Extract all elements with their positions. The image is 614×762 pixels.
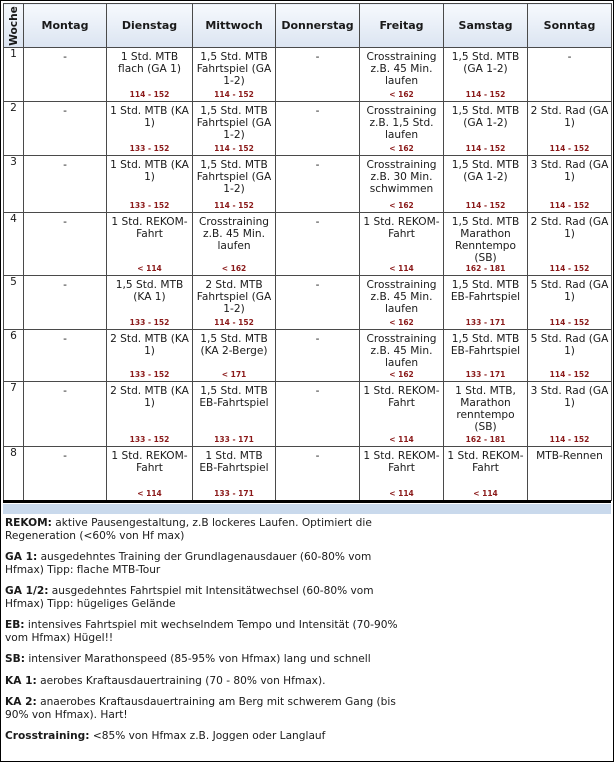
workout-text: 2 Std. MTB (KA 1) — [110, 385, 189, 409]
header-day-sonntag: Sonntag — [528, 4, 612, 48]
workout-text: 1,5 Std. MTB Fahrtspiel (GA 1-2) — [196, 105, 272, 141]
workout-text: 3 Std. Rad (GA 1) — [530, 159, 609, 183]
legend-description: aktive Pausengestaltung, z.B lockeres Laufen. Optimiert die Regeneration (<60% von Hf max) — [5, 517, 372, 542]
training-cell-samstag — [444, 447, 528, 501]
week-number: 8 — [4, 447, 24, 501]
training-cell-samstag — [444, 48, 528, 102]
legend-entry — [5, 551, 405, 576]
week-number: 3 — [4, 156, 24, 213]
heart-rate-range: < 162 — [389, 370, 414, 379]
training-cell-donnerstag — [276, 276, 360, 330]
legend-entry — [5, 619, 405, 644]
heart-rate-range: 133 - 171 — [465, 318, 506, 327]
training-cell-dienstag — [107, 102, 193, 156]
training-cell-freitag — [360, 102, 444, 156]
workout-text: 1 Std. MTB flach (GA 1) — [118, 51, 181, 75]
workout-text: 3 Std. Rad (GA 1) — [530, 385, 609, 409]
training-cell-freitag — [360, 276, 444, 330]
workout-text: - — [315, 333, 320, 345]
training-cell-samstag — [444, 276, 528, 330]
workout-text: 1 Std. REKOM-Fahrt — [363, 450, 440, 474]
legend-entry — [5, 675, 405, 688]
training-cell-donnerstag — [276, 102, 360, 156]
workout-text: Crosstraining z.B. 45 Min. laufen — [366, 333, 437, 369]
training-cell-samstag — [444, 382, 528, 447]
header-day-montag: Montag — [24, 4, 107, 48]
training-cell-mittwoch — [193, 156, 276, 213]
training-plan-table — [3, 3, 612, 501]
workout-text: - — [315, 279, 320, 291]
training-cell-montag — [24, 213, 107, 276]
workout-text: 1,5 Std. MTB (GA 1-2) — [451, 51, 520, 75]
training-cell-montag — [24, 156, 107, 213]
week-row — [4, 382, 612, 447]
workout-text: 1 Std. REKOM-Fahrt — [447, 450, 524, 474]
workout-text: 1 Std. REKOM-Fahrt — [363, 385, 440, 409]
training-cell-mittwoch — [193, 447, 276, 501]
training-cell-sonntag — [528, 48, 612, 102]
heart-rate-range: < 162 — [389, 144, 414, 153]
workout-text: 1 Std. MTB EB-Fahrtspiel — [199, 450, 269, 474]
legend-term: KA 2: — [5, 696, 37, 708]
training-cell-montag — [24, 48, 107, 102]
workout-text: - — [315, 105, 320, 117]
legend-term: REKOM: — [5, 517, 52, 529]
workout-text: 1,5 Std. MTB (GA 1-2) — [451, 159, 520, 183]
training-cell-montag — [24, 102, 107, 156]
workout-text: 1 Std. REKOM-Fahrt — [111, 450, 188, 474]
legend-description: intensives Fahrtspiel mit wechselndem Tempo und Intensität (70-90% vom Hfmax) Hügel!! — [5, 619, 398, 644]
training-cell-samstag — [444, 102, 528, 156]
legend-entry — [5, 517, 405, 542]
legend — [5, 517, 405, 752]
heart-rate-range: 114 - 152 — [549, 201, 590, 210]
heart-rate-range: < 114 — [389, 264, 414, 273]
plan-body — [4, 48, 612, 501]
header-woche — [4, 4, 24, 48]
workout-text: 1,5 Std. MTB Fahrtspiel (GA 1-2) — [196, 159, 272, 195]
heart-rate-range: 133 - 152 — [129, 201, 170, 210]
heart-rate-range: 162 - 181 — [465, 435, 506, 444]
week-number: 1 — [4, 48, 24, 102]
heart-rate-range: 114 - 152 — [549, 264, 590, 273]
training-cell-dienstag — [107, 382, 193, 447]
workout-text: - — [567, 51, 572, 63]
heart-rate-range: 114 - 152 — [214, 318, 254, 327]
heart-rate-range: < 162 — [221, 264, 247, 273]
training-cell-donnerstag — [276, 213, 360, 276]
legend-description: ausgedehntes Training der Grundlagenausdauer (60-80% vom Hfmax) Tipp: flache MTB-Tour — [5, 551, 372, 576]
heart-rate-range: 114 - 152 — [549, 370, 590, 379]
workout-text: - — [315, 51, 320, 63]
week-number: 2 — [4, 102, 24, 156]
training-cell-mittwoch — [193, 48, 276, 102]
workout-text: 5 Std. Rad (GA 1) — [530, 279, 609, 303]
week-row — [4, 276, 612, 330]
heart-rate-range: 114 - 152 — [549, 144, 590, 153]
legend-entry — [5, 730, 405, 743]
training-cell-montag — [24, 382, 107, 447]
heart-rate-range: < 114 — [137, 264, 162, 273]
heart-rate-range: < 114 — [389, 435, 414, 444]
heart-rate-range: 162 - 181 — [465, 264, 506, 273]
heart-rate-range: 133 - 171 — [465, 370, 506, 379]
training-cell-sonntag — [528, 276, 612, 330]
legend-term: KA 1: — [5, 674, 37, 687]
training-cell-donnerstag — [276, 447, 360, 501]
workout-text: 2 Std. MTB Fahrtspiel (GA 1-2) — [196, 279, 272, 315]
workout-text: - — [63, 105, 67, 117]
training-cell-donnerstag — [276, 48, 360, 102]
legend-description: aerobes Kraftausdauertraining (70 - 80% von Hfmax). — [36, 674, 326, 687]
header-day-samstag: Samstag — [444, 4, 528, 48]
heart-rate-range: < 114 — [389, 489, 414, 498]
workout-text: 5 Std. Rad (GA 1) — [530, 333, 609, 357]
workout-text: 1 Std. MTB (KA 1) — [110, 105, 189, 129]
training-cell-mittwoch — [193, 330, 276, 382]
training-cell-donnerstag — [276, 156, 360, 213]
workout-text: 1,5 Std. MTB (GA 1-2) — [451, 105, 520, 129]
workout-text: 1 Std. REKOM-Fahrt — [363, 216, 440, 240]
training-cell-sonntag — [528, 447, 612, 501]
workout-text: - — [63, 450, 67, 462]
workout-text: 1 Std. MTB, Marathon renntempo (SB) — [455, 385, 516, 433]
heart-rate-range: < 171 — [221, 370, 247, 379]
training-cell-freitag — [360, 213, 444, 276]
legend-description: anaerobes Kraftausdauertraining am Berg mit schwerem Gang (bis 90% von Hfmax). Hart! — [5, 696, 396, 721]
training-cell-donnerstag — [276, 330, 360, 382]
week-number: 5 — [4, 276, 24, 330]
training-cell-sonntag — [528, 382, 612, 447]
workout-text: 1 Std. REKOM-Fahrt — [111, 216, 188, 240]
heart-rate-range: 114 - 152 — [214, 201, 254, 210]
workout-text: Crosstraining z.B. 45 Min. laufen — [366, 51, 437, 87]
heart-rate-range: 114 - 152 — [549, 318, 590, 327]
workout-text: - — [63, 385, 67, 397]
week-row — [4, 102, 612, 156]
heart-rate-range: 133 - 152 — [129, 370, 170, 379]
workout-text: - — [315, 450, 320, 462]
separator-bar — [3, 500, 611, 503]
workout-text: 1,5 Std. MTB EB-Fahrtspiel — [199, 385, 269, 409]
training-cell-montag — [24, 447, 107, 501]
workout-text: 1,5 Std. MTB Marathon Renntempo (SB) — [451, 216, 520, 264]
workout-text: 1,5 Std. MTB EB-Fahrtspiel — [450, 279, 521, 303]
heart-rate-range: 114 - 152 — [214, 90, 254, 99]
training-cell-sonntag — [528, 213, 612, 276]
legend-entry — [5, 585, 405, 610]
workout-text: - — [63, 51, 67, 63]
workout-text: 2 Std. MTB (KA 1) — [110, 333, 189, 357]
training-cell-freitag — [360, 330, 444, 382]
workout-text: - — [315, 385, 320, 397]
training-cell-freitag — [360, 382, 444, 447]
workout-text: Crosstraining z.B. 45 Min. laufen — [198, 216, 270, 252]
training-cell-freitag — [360, 447, 444, 501]
header-row — [4, 4, 612, 48]
legend-entry — [5, 653, 405, 666]
training-cell-mittwoch — [193, 382, 276, 447]
workout-text: Crosstraining z.B. 1,5 Std. laufen — [366, 105, 437, 141]
heart-rate-range: < 162 — [389, 318, 414, 327]
training-cell-dienstag — [107, 213, 193, 276]
legend-description: ausgedehntes Fahrtspiel mit Intensitätwechsel (60-80% vom Hfmax) Tipp: hügeliges Gelände — [5, 585, 374, 610]
training-cell-dienstag — [107, 48, 193, 102]
heart-rate-range: 114 - 152 — [549, 435, 590, 444]
week-number: 4 — [4, 213, 24, 276]
heart-rate-range: 133 - 171 — [214, 435, 254, 444]
workout-text: - — [63, 279, 67, 291]
training-cell-dienstag — [107, 276, 193, 330]
workout-text: - — [63, 333, 67, 345]
week-row — [4, 48, 612, 102]
workout-text: 1,5 Std. MTB Fahrtspiel (GA 1-2) — [196, 51, 272, 87]
legend-term: EB: — [5, 619, 25, 631]
heart-rate-range: 133 - 152 — [129, 318, 170, 327]
training-cell-montag — [24, 276, 107, 330]
training-cell-dienstag — [107, 447, 193, 501]
training-cell-mittwoch — [193, 213, 276, 276]
training-cell-sonntag — [528, 330, 612, 382]
training-cell-samstag — [444, 213, 528, 276]
training-cell-dienstag — [107, 156, 193, 213]
legend-term: Crosstraining: — [5, 730, 90, 742]
week-row — [4, 447, 612, 501]
heart-rate-range: 114 - 152 — [465, 144, 506, 153]
workout-text: 1,5 Std. MTB EB-Fahrtspiel — [450, 333, 521, 357]
legend-term: SB: — [5, 653, 25, 665]
workout-text: Crosstraining z.B. 30 Min. schwimmen — [366, 159, 437, 195]
training-cell-donnerstag — [276, 382, 360, 447]
workout-text: 2 Std. Rad (GA 1) — [530, 105, 609, 129]
header-day-dienstag: Dienstag — [107, 4, 193, 48]
heart-rate-range: < 162 — [389, 90, 414, 99]
heart-rate-range: 114 - 152 — [465, 201, 506, 210]
workout-text: - — [315, 216, 320, 228]
week-row — [4, 213, 612, 276]
training-cell-mittwoch — [193, 102, 276, 156]
training-cell-samstag — [444, 330, 528, 382]
week-row — [4, 330, 612, 382]
workout-text: MTB-Rennen — [536, 450, 603, 462]
training-cell-freitag — [360, 156, 444, 213]
training-cell-dienstag — [107, 330, 193, 382]
separator-band — [3, 504, 611, 514]
week-number: 7 — [4, 382, 24, 447]
workout-text: 1 Std. MTB (KA 1) — [110, 159, 189, 183]
workout-text: Crosstraining z.B. 45 Min. laufen — [366, 279, 437, 315]
workout-text: - — [315, 159, 320, 171]
heart-rate-range: 114 - 152 — [129, 90, 170, 99]
training-cell-freitag — [360, 48, 444, 102]
training-cell-sonntag — [528, 102, 612, 156]
training-cell-montag — [24, 330, 107, 382]
heart-rate-range: 114 - 152 — [465, 90, 506, 99]
heart-rate-range: 114 - 152 — [214, 144, 254, 153]
workout-text: 2 Std. Rad (GA 1) — [530, 216, 609, 240]
legend-term: GA 1/2: — [5, 585, 49, 597]
legend-description: <85% von Hfmax z.B. Joggen oder Langlauf — [89, 730, 326, 742]
legend-term: GA 1: — [5, 551, 38, 563]
heart-rate-range: 133 - 152 — [129, 144, 170, 153]
header-day-mittwoch: Mittwoch — [193, 4, 276, 48]
week-row — [4, 156, 612, 213]
heart-rate-range: 133 - 152 — [129, 435, 170, 444]
training-cell-mittwoch — [193, 276, 276, 330]
heart-rate-range: < 114 — [473, 489, 498, 498]
workout-text: 1,5 Std. MTB (KA 1) — [115, 279, 184, 303]
heart-rate-range: 133 - 171 — [214, 489, 254, 498]
legend-entry — [5, 696, 405, 721]
header-woche-label: Woche — [7, 5, 20, 46]
week-number: 6 — [4, 330, 24, 382]
header-day-freitag: Freitag — [360, 4, 444, 48]
training-cell-sonntag — [528, 156, 612, 213]
legend-description: intensiver Marathonspeed (85-95% von Hfmax) lang und schnell — [24, 653, 371, 665]
workout-text: - — [63, 216, 67, 228]
heart-rate-range: < 162 — [389, 201, 414, 210]
workout-text: 1,5 Std. MTB (KA 2-Berge) — [200, 333, 268, 357]
header-day-donnerstag: Donnerstag — [276, 4, 360, 48]
workout-text: - — [63, 159, 67, 171]
training-cell-samstag — [444, 156, 528, 213]
heart-rate-range: < 114 — [137, 489, 162, 498]
